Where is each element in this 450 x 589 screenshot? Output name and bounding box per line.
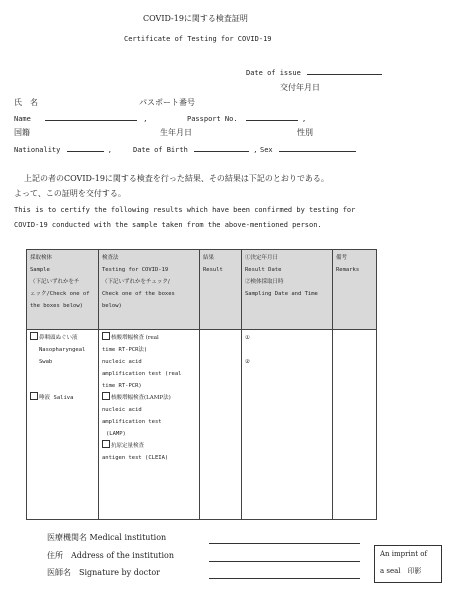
sampling-date-mark: ② [245, 359, 250, 365]
passport-en-label: Passport No. [187, 115, 238, 123]
option-label: nucleic acid [102, 407, 142, 413]
passport-row: Passport No. , [187, 112, 306, 123]
passport-field[interactable] [246, 112, 298, 121]
option-label: time RT-PCR) [102, 383, 142, 389]
statement-jp-2: よって、この証明を交付する。 [14, 189, 126, 198]
header-text: Sampling Date and Time [245, 291, 318, 297]
date-issue-text: Date of issue [246, 69, 301, 77]
statement-en-2: COVID-19 conducted with the sample taken from the above-mentioned person. [14, 221, 322, 229]
passport-jp-label: パスポート番号 [139, 98, 195, 107]
option-label: antigen test (CLEIA) [102, 455, 169, 461]
date-issue-label [246, 66, 382, 77]
option-label: (LAMP) [106, 431, 126, 437]
nationality-field[interactable] [67, 143, 104, 152]
date-issue-jp: 交付年月日 [280, 83, 320, 92]
seal-label: An imprint of [380, 550, 428, 558]
date-issue-field[interactable] [307, 66, 382, 75]
address-label [47, 550, 174, 561]
address-text: 住所 Address of the institution [47, 551, 174, 560]
checkbox-lamp[interactable] [102, 392, 110, 400]
header-test [99, 250, 200, 330]
doctor-label [47, 567, 160, 578]
name-en-label: Name [14, 115, 31, 123]
header-text: （下記いずれかをチェック/ [102, 279, 170, 285]
test-option-antigen[interactable] [102, 440, 196, 452]
result-cell[interactable] [200, 330, 242, 520]
header-text: Check one of the boxes [102, 291, 175, 297]
institution-label [47, 532, 166, 543]
checkbox-rtpcr[interactable] [102, 332, 110, 340]
option-label: Nasopharyngeal [39, 347, 86, 353]
title-en: Certificate of Testing for COVID-19 [124, 35, 272, 43]
header-text: Testing for COVID-19 [102, 267, 169, 273]
title-jp: COVID-19に関する検査証明 [143, 14, 248, 23]
header-text: 備考 [336, 255, 348, 261]
header-text: ②検体採取日時 [245, 279, 284, 285]
header-text: the boxes below) [30, 303, 83, 309]
result-date-mark: ① [245, 335, 250, 341]
header-text: Result Date [245, 267, 282, 273]
institution-field[interactable] [209, 543, 360, 544]
header-text: 検査法 [102, 255, 119, 261]
test-option-rtpcr[interactable] [102, 332, 196, 344]
header-text: Sample [30, 267, 50, 273]
signature-field[interactable] [209, 578, 360, 579]
name-field[interactable] [45, 112, 137, 121]
checkbox-saliva[interactable] [30, 392, 38, 400]
nationality-row: Nationality , [14, 143, 112, 154]
option-label: 核酸増幅検査(LAMP法) [111, 395, 171, 401]
sample-cell [27, 330, 99, 520]
nationality-jp-label: 国籍 [14, 128, 30, 137]
name-row: Name , [14, 112, 148, 123]
dob-row: Date of Birth , [133, 143, 257, 154]
doctor-text: 医師名 Signature by doctor [47, 568, 161, 577]
test-cell [99, 330, 200, 520]
option-label: Swab [39, 359, 53, 365]
sample-option-swab[interactable] [30, 332, 95, 344]
institution-text: 医療機関名 Medical institution [47, 533, 167, 542]
nationality-en-label: Nationality [14, 146, 61, 154]
option-label: 唾液 [39, 395, 51, 401]
option-label: nucleic acid [102, 359, 142, 365]
option-label: Saliva [53, 395, 74, 401]
sample-option-saliva[interactable] [30, 392, 95, 404]
header-text: ェック/Check one of [30, 291, 90, 297]
sex-jp-label: 性別 [297, 128, 313, 137]
option-label: 抗原定量検査 [111, 443, 145, 449]
header-text: Remarks [336, 267, 360, 273]
header-text: Result [203, 267, 223, 273]
address-field[interactable] [209, 561, 360, 562]
table-header-row [27, 250, 377, 330]
header-text: （下記いずれかをチ [30, 279, 80, 285]
option-label: 鼻咽頭ぬぐい液 [39, 335, 78, 341]
name-jp-label: 氏 名 [14, 98, 38, 107]
header-text: ①決定年月日 [245, 255, 279, 261]
header-date [242, 250, 333, 330]
header-text: 採取検体 [30, 255, 53, 261]
header-remarks [333, 250, 377, 330]
header-sample [27, 250, 99, 330]
option-label: time RT-PCR法) [102, 347, 148, 353]
statement-jp-1: 上記の者のCOVID-19に関する検査を行った結果、その結果は下記のとおりである。 [24, 174, 329, 183]
table-body-row [27, 330, 377, 520]
dob-jp-label: 生年月日 [160, 128, 192, 137]
sex-row [260, 143, 356, 154]
results-table [26, 249, 377, 520]
checkbox-antigen[interactable] [102, 440, 110, 448]
remarks-cell[interactable] [333, 330, 377, 520]
date-cell[interactable] [242, 330, 333, 520]
test-option-lamp[interactable] [102, 392, 196, 404]
header-text: 結果 [203, 255, 215, 261]
dob-en-label: Date of Birth [133, 146, 188, 154]
statement-en-1: This is to certify the following results which have been confirmed by testing for [14, 206, 356, 214]
option-label: 核酸増幅検査 (real [111, 335, 159, 341]
seal-box[interactable] [374, 545, 442, 583]
sex-field[interactable] [279, 143, 356, 152]
header-text: below) [102, 303, 122, 309]
seal-label: a seal 印影 [380, 567, 422, 575]
header-result [200, 250, 242, 330]
dob-field[interactable] [194, 143, 249, 152]
checkbox-swab[interactable] [30, 332, 38, 340]
option-label: amplification test [102, 419, 162, 425]
sex-en-label: Sex [260, 146, 273, 154]
option-label: amplification test (real [102, 371, 182, 377]
